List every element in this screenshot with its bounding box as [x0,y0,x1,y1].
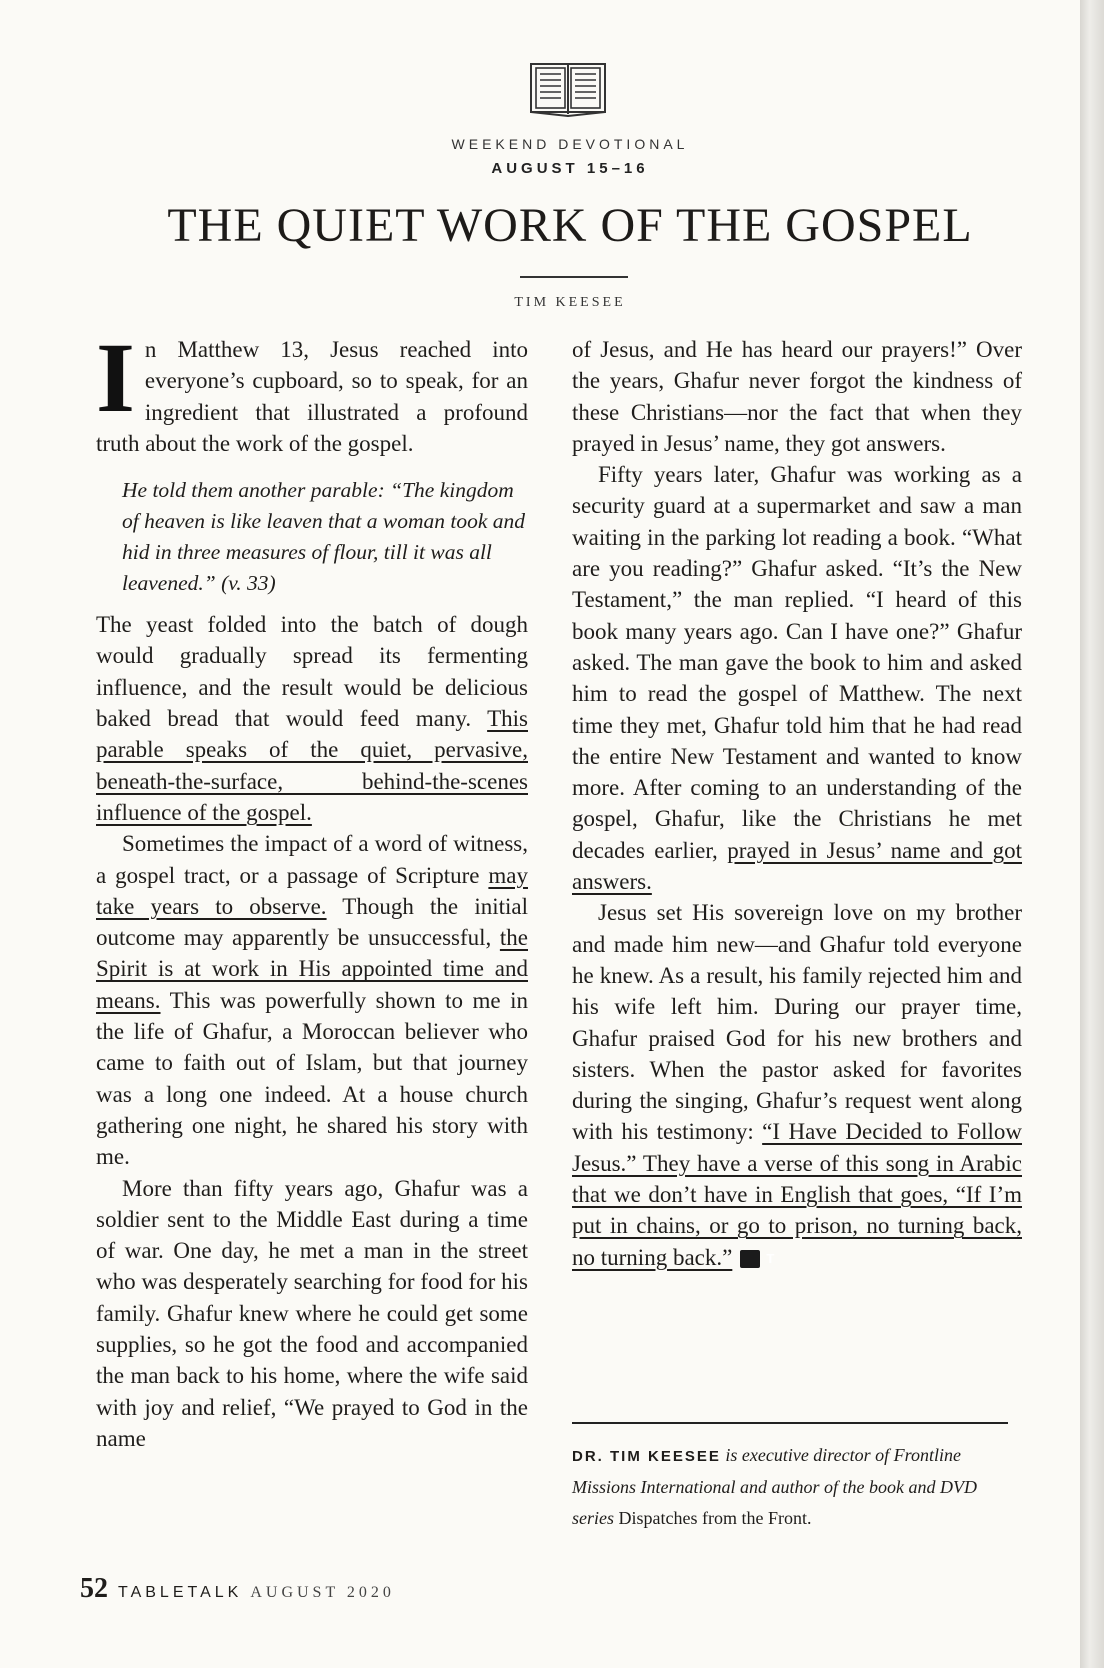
paragraph-text: Sometimes the impact of a word of witness, a gospel tract, or a passage of Scripture [96,831,528,888]
underlined-text: This parable speaks of the quiet, pervasive, beneath-the-surface, behind-the-scenes influence of the gospel. [96,706,528,825]
paragraph [572,459,1022,897]
end-mark-icon: T [740,1250,760,1268]
scripture-quote: He told them another parable: “The kingdom of heaven is like leaven that a woman took and hid in three measures of flour, till it was all leavened.” (v. 33) [122,478,526,596]
underlined-text: “I Have Decided to Follow Jesus.” They have a verse of this song in Arabic that we don’t have in English that goes, “If I’m put in chains, or go to prison, no turning back, no turning back.” [572,1119,1022,1270]
author-bio [572,1440,1012,1534]
opening-text: n Matthew 13, Jesus reached into everyone’s cupboard, so to speak, for an ingredient that illustrated a profound truth about the work of the gospel. [96,337,528,456]
bio-work-title: Dispatches from the Front. [618,1508,812,1528]
section-kicker: WEEKEND DEVOTIONAL [451,136,689,152]
bio-divider [572,1422,1008,1424]
paragraph [96,609,528,828]
devotional-date: AUGUST 15–16 [491,160,649,177]
paragraph [572,897,1022,1273]
page-number: 52 [80,1573,108,1604]
paragraph-text: This was powerfully shown to me in the life of Ghafur, a Moroccan believer who came to faith out of Islam, but that journey was a long one indeed. At a house church gathering one night, he shared his story with me. [96,987,528,1170]
left-column [96,322,528,1454]
title-divider [520,276,628,278]
open-book-icon [525,58,611,120]
underlined-text: prayed in Jesus’ name and got answers. [572,837,1022,895]
paragraph [96,828,528,1172]
paragraph-text: Jesus set His sovereign love on my brother and made him new—and Ghafur told everyone he knew. As a result, his family rejected him and his wife left him. During our prayer time, Ghafur praised God for his new brothers and sisters. When the pastor asked for favorites during the singing, Ghafur’s request went along with his testimony: [572,900,1022,1145]
page-footer [80,1573,395,1605]
issue-date: AUGUST 2020 [250,1584,395,1601]
paragraph: More than fifty years ago, Ghafur was a soldier sent to the Middle East during a time of war. One day, he met a man in the street who was desperately searching for food for his family. Ghafur knew where he could get some supplies, so he got the food and accompanied the man back to his home, where the wife said with joy and relief, “We prayed to God in the name [96,1175,528,1451]
bio-name: DR. TIM KEESEE [572,1448,721,1465]
paragraph-text: Though the initial outcome may apparently be unsuccessful, [96,893,528,951]
page-edge [1080,0,1104,1668]
underlined-text: the Spirit is at work in His appointed time and means. [96,925,528,1013]
article-title: THE QUIET WORK OF THE GOSPEL [167,199,973,252]
author-byline: TIM KEESEE [514,295,626,310]
drop-cap: I [96,322,135,433]
magazine-name: TABLETALK [118,1584,243,1601]
underlined-text: may take years to observe. [96,862,528,919]
paragraph-text: The yeast folded into the batch of dough would gradually spread its fermenting influence, and the result would be delicious baked bread that would feed many. [96,612,528,732]
bio-text: is executive director of Frontline Missions International and author of the book and DVD series [572,1445,977,1528]
opening-paragraph [96,322,528,459]
right-column [572,334,1022,1273]
paragraph-text: Fifty years later, Ghafur was working as a security guard at a supermarket and saw a man waiting in the parking lot reading a book. “What are you reading?” Ghafur asked. “It’s the New Testament,” the man replied. “I heard of this book many years ago. Can I have one?” Ghafur asked. The man gave the book to him and asked him to read the gospel of Matthew. The next time they met, Ghafur told him that he had read the entire New Testament and wanted to know more. After coming to an understanding of the gospel, Ghafur, like the Christians he met decades earlier, [572,462,1022,863]
paragraph: of Jesus, and He has heard our prayers!” Over the years, Ghafur never forgot the kindness of these Christians—nor the fact that when they prayed in Jesus’ name, they got answers. [572,337,1022,456]
